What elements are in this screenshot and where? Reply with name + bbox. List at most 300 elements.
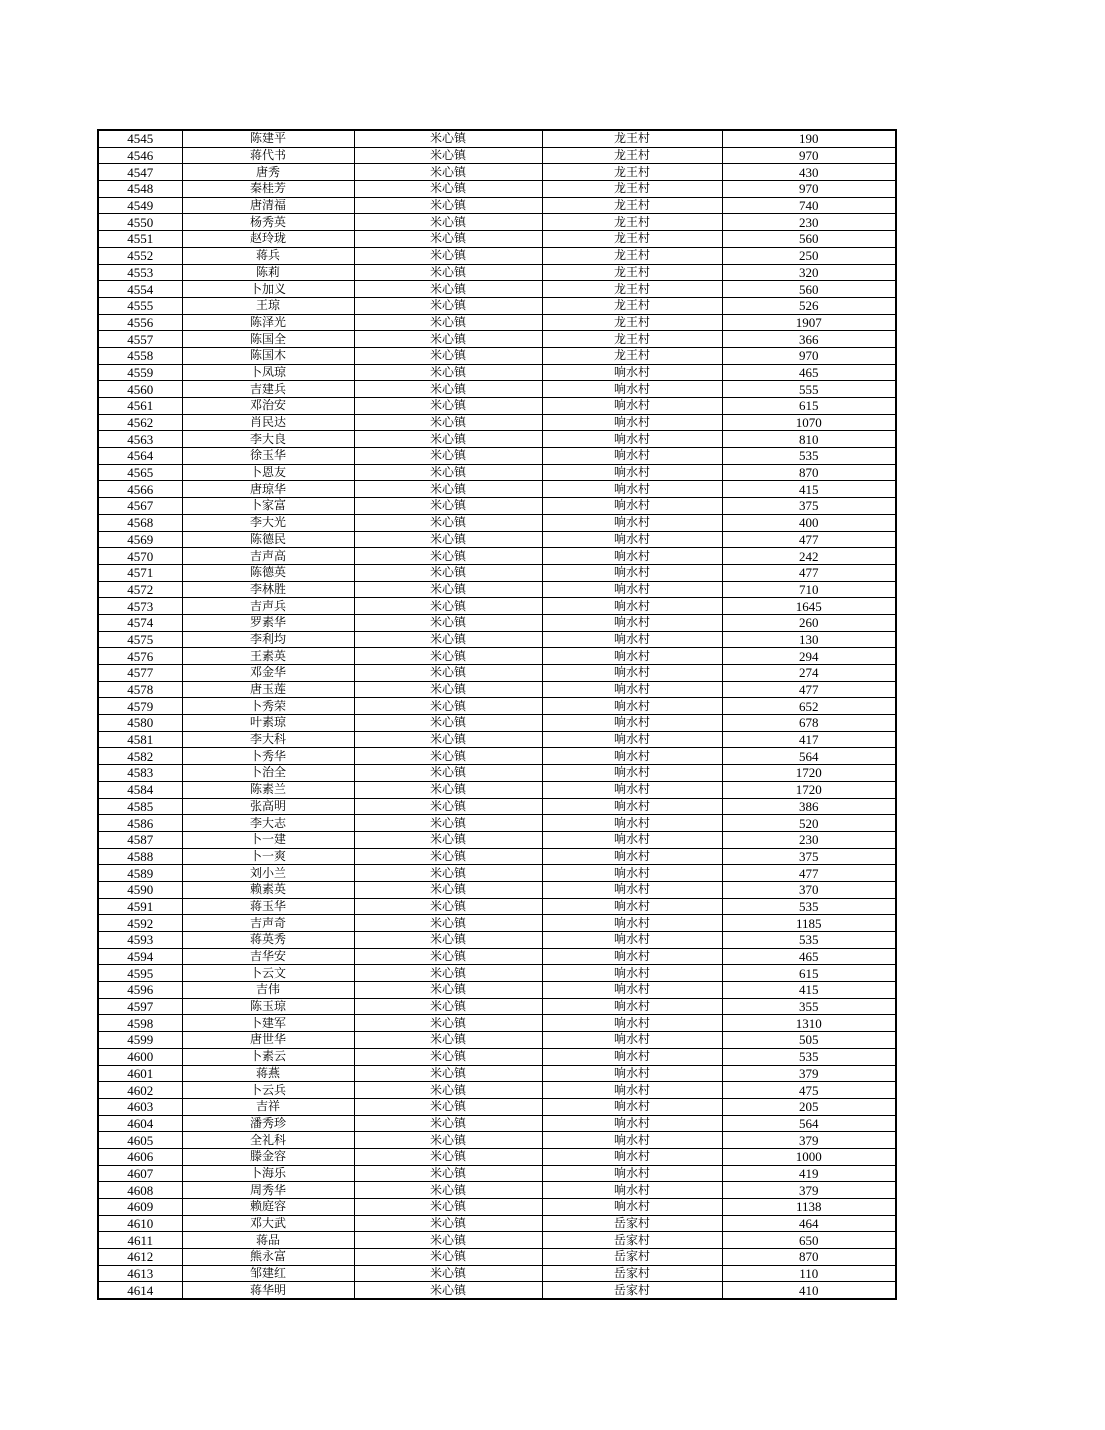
- cell-village: 龙王村: [542, 197, 722, 214]
- cell-name: 赖素英: [182, 881, 354, 898]
- cell-amount: 465: [722, 364, 896, 381]
- table-row: [98, 1065, 896, 1082]
- cell-amount: 294: [722, 648, 896, 665]
- table-row: [98, 781, 896, 798]
- table-row: [98, 965, 896, 982]
- cell-village: 响水村: [542, 448, 722, 465]
- cell-village: 响水村: [542, 564, 722, 581]
- cell-id: 4558: [98, 347, 182, 364]
- table-row: [98, 681, 896, 698]
- cell-village: 响水村: [542, 1115, 722, 1132]
- cell-village: 龙王村: [542, 281, 722, 298]
- cell-town: 米心镇: [354, 197, 542, 214]
- cell-town: 米心镇: [354, 1132, 542, 1149]
- cell-amount: 564: [722, 1115, 896, 1132]
- cell-name: 蒋英秀: [182, 932, 354, 949]
- cell-id: 4559: [98, 364, 182, 381]
- cell-name: 陈玉琼: [182, 998, 354, 1015]
- cell-amount: 379: [722, 1182, 896, 1199]
- cell-id: 4585: [98, 798, 182, 815]
- cell-name: 蒋代书: [182, 147, 354, 164]
- cell-amount: 230: [722, 831, 896, 848]
- cell-id: 4581: [98, 731, 182, 748]
- cell-amount: 1000: [722, 1148, 896, 1165]
- cell-amount: 1720: [722, 765, 896, 782]
- cell-town: 米心镇: [354, 381, 542, 398]
- cell-id: 4603: [98, 1098, 182, 1115]
- cell-village: 响水村: [542, 848, 722, 865]
- table-row: [98, 1232, 896, 1249]
- cell-town: 米心镇: [354, 648, 542, 665]
- table-row: [98, 998, 896, 1015]
- cell-town: 米心镇: [354, 1048, 542, 1065]
- cell-town: 米心镇: [354, 1282, 542, 1299]
- cell-name: 卜恩友: [182, 464, 354, 481]
- table-row: [98, 865, 896, 882]
- cell-id: 4565: [98, 464, 182, 481]
- table-row: [98, 197, 896, 214]
- cell-town: 米心镇: [354, 1249, 542, 1266]
- cell-town: 米心镇: [354, 564, 542, 581]
- cell-town: 米心镇: [354, 481, 542, 498]
- table-row: [98, 281, 896, 298]
- cell-name: 邓大武: [182, 1215, 354, 1232]
- cell-id: 4583: [98, 765, 182, 782]
- cell-amount: 475: [722, 1082, 896, 1099]
- cell-id: 4614: [98, 1282, 182, 1299]
- table-row: [98, 247, 896, 264]
- cell-town: 米心镇: [354, 748, 542, 765]
- cell-id: 4591: [98, 898, 182, 915]
- cell-amount: 250: [722, 247, 896, 264]
- cell-name: 陈素兰: [182, 781, 354, 798]
- cell-amount: 1138: [722, 1199, 896, 1216]
- cell-village: 龙王村: [542, 164, 722, 181]
- cell-town: 米心镇: [354, 431, 542, 448]
- cell-id: 4571: [98, 564, 182, 581]
- table-row: [98, 314, 896, 331]
- cell-name: 唐秀: [182, 164, 354, 181]
- cell-name: 吉声高: [182, 548, 354, 565]
- cell-name: 秦桂芳: [182, 181, 354, 198]
- cell-village: 龙王村: [542, 347, 722, 364]
- cell-name: 陈国木: [182, 347, 354, 364]
- cell-amount: 520: [722, 815, 896, 832]
- cell-amount: 870: [722, 1249, 896, 1266]
- cell-village: 岳家村: [542, 1282, 722, 1299]
- cell-village: 响水村: [542, 881, 722, 898]
- cell-id: 4596: [98, 982, 182, 999]
- cell-village: 响水村: [542, 364, 722, 381]
- cell-id: 4560: [98, 381, 182, 398]
- cell-town: 米心镇: [354, 531, 542, 548]
- cell-town: 米心镇: [354, 915, 542, 932]
- cell-village: 龙王村: [542, 331, 722, 348]
- table-row: [98, 498, 896, 515]
- cell-id: 4566: [98, 481, 182, 498]
- cell-village: 响水村: [542, 998, 722, 1015]
- cell-village: 响水村: [542, 1182, 722, 1199]
- cell-name: 赖庭容: [182, 1199, 354, 1216]
- cell-name: 王琼: [182, 297, 354, 314]
- cell-town: 米心镇: [354, 1015, 542, 1032]
- cell-id: 4564: [98, 448, 182, 465]
- cell-name: 滕金容: [182, 1148, 354, 1165]
- cell-name: 李大志: [182, 815, 354, 832]
- cell-village: 岳家村: [542, 1249, 722, 1266]
- cell-village: 龙王村: [542, 130, 722, 147]
- cell-id: 4582: [98, 748, 182, 765]
- cell-name: 张高明: [182, 798, 354, 815]
- cell-town: 米心镇: [354, 1148, 542, 1165]
- table-row: [98, 881, 896, 898]
- cell-town: 米心镇: [354, 498, 542, 515]
- cell-village: 响水村: [542, 1132, 722, 1149]
- table-row: [98, 564, 896, 581]
- table-row: [98, 1265, 896, 1282]
- cell-id: 4609: [98, 1199, 182, 1216]
- cell-name: 李利均: [182, 631, 354, 648]
- table-row: [98, 531, 896, 548]
- cell-amount: 375: [722, 848, 896, 865]
- cell-id: 4584: [98, 781, 182, 798]
- cell-village: 响水村: [542, 1032, 722, 1049]
- cell-id: 4588: [98, 848, 182, 865]
- cell-town: 米心镇: [354, 831, 542, 848]
- cell-village: 龙王村: [542, 147, 722, 164]
- cell-amount: 130: [722, 631, 896, 648]
- cell-id: 4575: [98, 631, 182, 648]
- cell-amount: 810: [722, 431, 896, 448]
- cell-name: 唐琼华: [182, 481, 354, 498]
- cell-amount: 477: [722, 681, 896, 698]
- cell-name: 徐玉华: [182, 448, 354, 465]
- cell-amount: 415: [722, 982, 896, 999]
- table-row: [98, 715, 896, 732]
- cell-name: 唐玉莲: [182, 681, 354, 698]
- cell-id: 4555: [98, 297, 182, 314]
- cell-town: 米心镇: [354, 147, 542, 164]
- cell-amount: 870: [722, 464, 896, 481]
- cell-town: 米心镇: [354, 982, 542, 999]
- cell-village: 响水村: [542, 498, 722, 515]
- cell-id: 4608: [98, 1182, 182, 1199]
- cell-id: 4561: [98, 398, 182, 415]
- cell-name: 吉伟: [182, 982, 354, 999]
- cell-town: 米心镇: [354, 798, 542, 815]
- table-row: [98, 1115, 896, 1132]
- cell-village: 岳家村: [542, 1265, 722, 1282]
- cell-id: 4600: [98, 1048, 182, 1065]
- table-row: [98, 130, 896, 147]
- cell-amount: 190: [722, 130, 896, 147]
- cell-town: 米心镇: [354, 364, 542, 381]
- cell-amount: 430: [722, 164, 896, 181]
- cell-amount: 1645: [722, 598, 896, 615]
- cell-village: 龙王村: [542, 231, 722, 248]
- cell-village: 岳家村: [542, 1232, 722, 1249]
- cell-village: 响水村: [542, 1065, 722, 1082]
- cell-town: 米心镇: [354, 331, 542, 348]
- cell-town: 米心镇: [354, 631, 542, 648]
- cell-town: 米心镇: [354, 865, 542, 882]
- cell-village: 响水村: [542, 948, 722, 965]
- cell-name: 蒋品: [182, 1232, 354, 1249]
- table-row: [98, 631, 896, 648]
- cell-name: 卜秀华: [182, 748, 354, 765]
- table-row: [98, 1215, 896, 1232]
- cell-id: 4601: [98, 1065, 182, 1082]
- table-row: [98, 431, 896, 448]
- table-row: [98, 1249, 896, 1266]
- table-row: [98, 982, 896, 999]
- cell-amount: 615: [722, 965, 896, 982]
- cell-id: 4568: [98, 514, 182, 531]
- table-row: [98, 464, 896, 481]
- cell-name: 王素英: [182, 648, 354, 665]
- cell-name: 蒋华明: [182, 1282, 354, 1299]
- cell-id: 4590: [98, 881, 182, 898]
- cell-id: 4576: [98, 648, 182, 665]
- table-row: [98, 297, 896, 314]
- table-row: [98, 1015, 896, 1032]
- cell-amount: 415: [722, 481, 896, 498]
- cell-name: 李大科: [182, 731, 354, 748]
- cell-amount: 535: [722, 898, 896, 915]
- cell-village: 响水村: [542, 865, 722, 882]
- cell-amount: 535: [722, 1048, 896, 1065]
- cell-town: 米心镇: [354, 948, 542, 965]
- cell-name: 陈建平: [182, 130, 354, 147]
- cell-name: 吉祥: [182, 1098, 354, 1115]
- cell-village: 龙王村: [542, 247, 722, 264]
- cell-id: 4574: [98, 614, 182, 631]
- cell-amount: 205: [722, 1098, 896, 1115]
- cell-amount: 477: [722, 564, 896, 581]
- cell-village: 响水村: [542, 1148, 722, 1165]
- table-row: [98, 1148, 896, 1165]
- cell-name: 肖民达: [182, 414, 354, 431]
- cell-id: 4577: [98, 665, 182, 682]
- cell-village: 响水村: [542, 781, 722, 798]
- cell-village: 响水村: [542, 414, 722, 431]
- cell-amount: 386: [722, 798, 896, 815]
- cell-village: 响水村: [542, 898, 722, 915]
- cell-amount: 419: [722, 1165, 896, 1182]
- cell-town: 米心镇: [354, 347, 542, 364]
- cell-amount: 1185: [722, 915, 896, 932]
- cell-town: 米心镇: [354, 698, 542, 715]
- cell-name: 卜一爽: [182, 848, 354, 865]
- table-row: [98, 915, 896, 932]
- table-row: [98, 264, 896, 281]
- cell-id: 4602: [98, 1082, 182, 1099]
- table-row: [98, 1048, 896, 1065]
- cell-village: 响水村: [542, 464, 722, 481]
- cell-name: 陈德民: [182, 531, 354, 548]
- cell-id: 4598: [98, 1015, 182, 1032]
- cell-amount: 274: [722, 665, 896, 682]
- table-body: [98, 130, 896, 1299]
- table-row: [98, 231, 896, 248]
- table-row: [98, 581, 896, 598]
- cell-id: 4579: [98, 698, 182, 715]
- cell-town: 米心镇: [354, 130, 542, 147]
- cell-town: 米心镇: [354, 181, 542, 198]
- cell-amount: 740: [722, 197, 896, 214]
- cell-id: 4604: [98, 1115, 182, 1132]
- cell-town: 米心镇: [354, 297, 542, 314]
- cell-id: 4550: [98, 214, 182, 231]
- cell-town: 米心镇: [354, 314, 542, 331]
- cell-name: 卜秀荣: [182, 698, 354, 715]
- cell-village: 响水村: [542, 1015, 722, 1032]
- cell-amount: 370: [722, 881, 896, 898]
- table-row: [98, 648, 896, 665]
- cell-amount: 410: [722, 1282, 896, 1299]
- cell-town: 米心镇: [354, 681, 542, 698]
- cell-village: 响水村: [542, 581, 722, 598]
- cell-id: 4594: [98, 948, 182, 965]
- cell-amount: 417: [722, 731, 896, 748]
- cell-village: 响水村: [542, 1199, 722, 1216]
- table-row: [98, 448, 896, 465]
- cell-name: 李林胜: [182, 581, 354, 598]
- table-row: [98, 798, 896, 815]
- cell-town: 米心镇: [354, 665, 542, 682]
- cell-name: 卜云兵: [182, 1082, 354, 1099]
- cell-id: 4557: [98, 331, 182, 348]
- cell-name: 叶素琼: [182, 715, 354, 732]
- table-row: [98, 1199, 896, 1216]
- cell-name: 周秀华: [182, 1182, 354, 1199]
- cell-town: 米心镇: [354, 898, 542, 915]
- table-row: [98, 614, 896, 631]
- cell-town: 米心镇: [354, 264, 542, 281]
- cell-town: 米心镇: [354, 998, 542, 1015]
- cell-amount: 379: [722, 1132, 896, 1149]
- table-row: [98, 831, 896, 848]
- cell-amount: 1720: [722, 781, 896, 798]
- cell-village: 龙王村: [542, 314, 722, 331]
- table-row: [98, 1098, 896, 1115]
- cell-name: 蒋玉华: [182, 898, 354, 915]
- cell-name: 邓金华: [182, 665, 354, 682]
- table-row: [98, 932, 896, 949]
- cell-id: 4597: [98, 998, 182, 1015]
- cell-amount: 465: [722, 948, 896, 965]
- cell-village: 响水村: [542, 715, 722, 732]
- cell-town: 米心镇: [354, 214, 542, 231]
- cell-name: 卜海乐: [182, 1165, 354, 1182]
- cell-amount: 526: [722, 297, 896, 314]
- cell-village: 响水村: [542, 1165, 722, 1182]
- cell-name: 卜建军: [182, 1015, 354, 1032]
- cell-town: 米心镇: [354, 715, 542, 732]
- cell-town: 米心镇: [354, 448, 542, 465]
- cell-name: 吉声奇: [182, 915, 354, 932]
- table-row: [98, 331, 896, 348]
- cell-amount: 970: [722, 347, 896, 364]
- cell-amount: 505: [722, 1032, 896, 1049]
- cell-town: 米心镇: [354, 1199, 542, 1216]
- cell-village: 响水村: [542, 598, 722, 615]
- cell-town: 米心镇: [354, 598, 542, 615]
- cell-name: 陈德英: [182, 564, 354, 581]
- cell-id: 4562: [98, 414, 182, 431]
- cell-id: 4606: [98, 1148, 182, 1165]
- cell-village: 龙王村: [542, 181, 722, 198]
- cell-town: 米心镇: [354, 281, 542, 298]
- cell-id: 4578: [98, 681, 182, 698]
- cell-village: 响水村: [542, 1098, 722, 1115]
- cell-village: 响水村: [542, 431, 722, 448]
- cell-name: 杨秀英: [182, 214, 354, 231]
- cell-village: 响水村: [542, 748, 722, 765]
- cell-amount: 230: [722, 214, 896, 231]
- table-row: [98, 164, 896, 181]
- cell-name: 熊永富: [182, 1249, 354, 1266]
- table-row: [98, 1082, 896, 1099]
- table-row: [98, 147, 896, 164]
- cell-id: 4611: [98, 1232, 182, 1249]
- cell-town: 米心镇: [354, 1082, 542, 1099]
- cell-amount: 260: [722, 614, 896, 631]
- data-table: [97, 129, 897, 1300]
- cell-village: 响水村: [542, 731, 722, 748]
- cell-amount: 555: [722, 381, 896, 398]
- cell-town: 米心镇: [354, 731, 542, 748]
- cell-amount: 400: [722, 514, 896, 531]
- cell-village: 响水村: [542, 915, 722, 932]
- table-row: [98, 398, 896, 415]
- cell-town: 米心镇: [354, 965, 542, 982]
- cell-id: 4595: [98, 965, 182, 982]
- cell-id: 4593: [98, 932, 182, 949]
- table-row: [98, 848, 896, 865]
- cell-town: 米心镇: [354, 848, 542, 865]
- cell-id: 4567: [98, 498, 182, 515]
- cell-name: 赵玲珑: [182, 231, 354, 248]
- cell-village: 响水村: [542, 965, 722, 982]
- cell-amount: 678: [722, 715, 896, 732]
- cell-town: 米心镇: [354, 581, 542, 598]
- cell-id: 4547: [98, 164, 182, 181]
- cell-name: 陈泽光: [182, 314, 354, 331]
- table-row: [98, 481, 896, 498]
- cell-town: 米心镇: [354, 398, 542, 415]
- cell-amount: 535: [722, 448, 896, 465]
- cell-town: 米心镇: [354, 781, 542, 798]
- cell-id: 4552: [98, 247, 182, 264]
- cell-name: 卜云文: [182, 965, 354, 982]
- table-row: [98, 214, 896, 231]
- table-row: [98, 765, 896, 782]
- cell-id: 4612: [98, 1249, 182, 1266]
- cell-amount: 1310: [722, 1015, 896, 1032]
- cell-village: 响水村: [542, 531, 722, 548]
- cell-id: 4551: [98, 231, 182, 248]
- cell-amount: 242: [722, 548, 896, 565]
- cell-amount: 366: [722, 331, 896, 348]
- cell-name: 卜治全: [182, 765, 354, 782]
- cell-town: 米心镇: [354, 1182, 542, 1199]
- cell-amount: 970: [722, 147, 896, 164]
- table-row: [98, 1165, 896, 1182]
- cell-village: 响水村: [542, 1048, 722, 1065]
- cell-village: 岳家村: [542, 1215, 722, 1232]
- cell-village: 响水村: [542, 648, 722, 665]
